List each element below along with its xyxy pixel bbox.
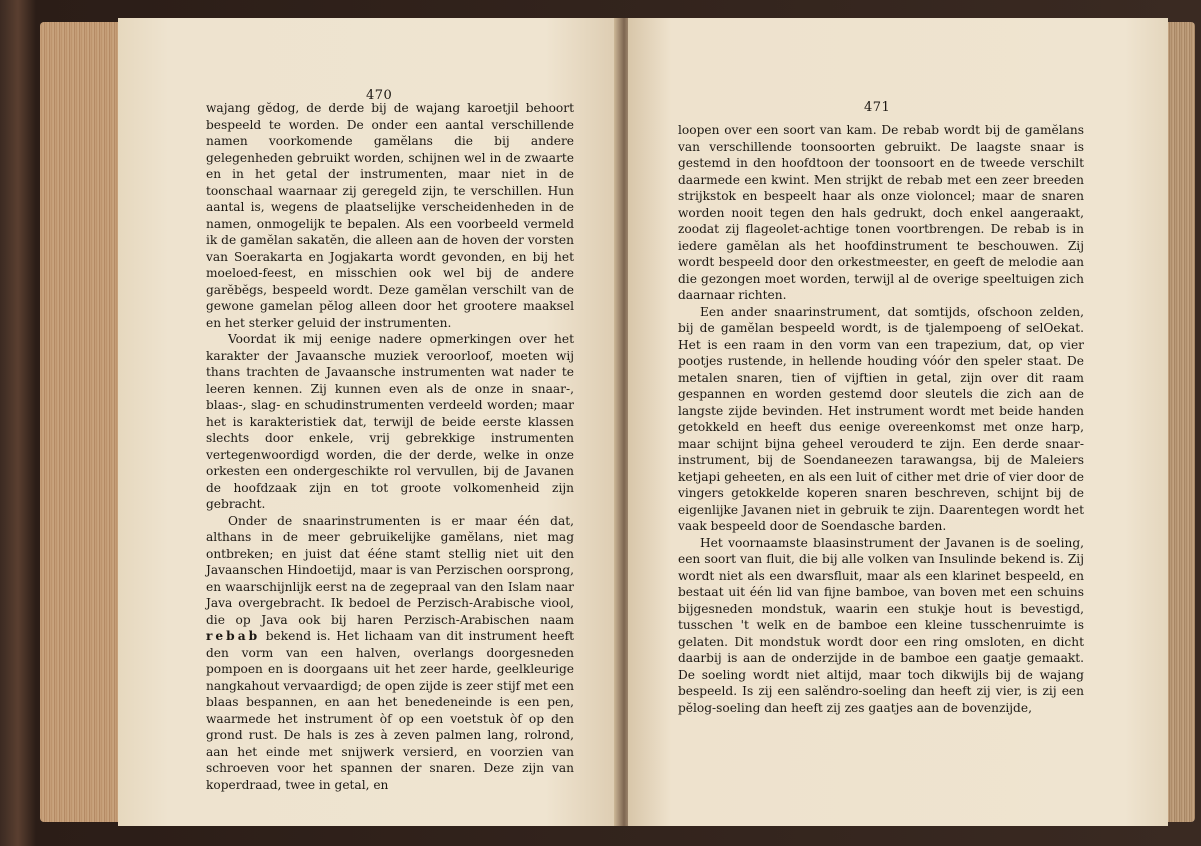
right-page-text	[678, 122, 1084, 716]
left-page-edges	[40, 22, 125, 822]
right-page-number: 471	[864, 100, 891, 115]
right-paragraph-1: loopen over een soort van kam. De rebab wordt bij de gamĕlans van verschillende toonsoorten gebruikt. De laagste snaar is gestemd in den hoofdtoon der toonsoort en de tweede verschilt daarmede een kwint. Men strijkt de rebab met een zeer breeden strijkstok en bespeelt haar als onze violoncel; maar de snaren worden nooit tegen den hals gedrukt, doch enkel aangeraakt, zoodat zij flageolet-achtige tonen voortbrengen. De rebab is in iedere gamĕlan als het hoofdinstrument te beschouwen. Zij wordt bespeeld door den orkestmeester, en geeft de melodie aan die gezongen moet worden, terwijl al de overige speeltuigen zich daarnaar richten.	[678, 123, 1084, 302]
left-paragraph-2: Voordat ik mij eenige nadere opmerkingen over het karakter der Javaansche muziek veroorloof, moeten wij thans trachten de Javaansche instrumenten wat nader te leeren kennen. Zij kunnen even als de onze in snaar-, blaas-, slag- en schudinstrumenten verdeeld worden; maar het is karakteristiek dat, terwijl de beide eerste klassen slechts door enkele, vrij gebrekkige instrumenten vertegenwoordigd worden, die der derde, welke in onze orkesten een ondergeschikte rol vervullen, bij de Javanen de hoofdzaak zijn en tot groote volkomenheid zijn gebracht.	[206, 332, 574, 511]
left-page	[118, 18, 621, 826]
left-page-text	[206, 100, 574, 793]
left-paragraph-3	[206, 513, 574, 794]
right-paragraph-2: Een ander snaarinstrument, dat somtijds, ofschoon zelden, bij de gamĕlan bespeeld wordt, is de tjalempoeng of selOekat. Het is een raam in den vorm van een trapezium, dat, op vier pootjes rustende, in hellende houding vóór den speler staat. De metalen snaren, tien of vijftien in getal, zijn over dit raam gespannen en worden gestemd door sleutels die zich aan de langste zijde bevinden. Het instrument wordt met beide handen getokkeld en heeft dus eenige overeenkomst met onze harp, maar schijnt bijna geheel verouderd te zijn. Een derde snaar-instrument, bij de Soendaneezen tarawangsa, bij de Maleiers ketjapi geheeten, en als een luit of cither met drie of vier door de vingers getokkelde koperen snaren beschreven, schijnt bij de eigenlijke Javanen niet in gebruik te zijn. Daarentegen wordt het vaak bespeeld door de Soendasche barden.	[678, 304, 1084, 533]
left-page-number: 470	[366, 88, 393, 103]
para3-after: bekend is. Het lichaam van dit instrument heeft den vorm van een halven, overlangs doorgesneden pompoen en is doorgaans uit het zeer harde, geelkleurige nangkahout vervaardigd; de open zijde is zeer stijf met een blaas bespannen, en aan het benedeneinde is een pen, waarmede het instrument òf op een voetstuk òf op den grond rust. De hals is zes à zeven palmen lang, rolrond, aan het einde met snijwerk versierd, en voorzien van schroeven voor het spannen der snaren. Deze zijn van koperdraad, twee in getal, en	[206, 629, 574, 792]
right-paragraph-3: Het voornaamste blaasinstrument der Javanen is de soeling, een soort van fluit, die bij alle volken van Insulinde bekend is. Zij wordt niet als een dwarsfluit, maar als een klarinet bespeeld, en bestaat uit één lid van fijne bamboe, van boven met een schuins bijgesneden mondstuk, waarin een stukje hout is bevestigd, tusschen 't welk en de bamboe een kleine tusschenruimte is gelaten. Dit mondstuk wordt door een ring omsloten, en dicht daarbij is aan de onderzijde in de bamboe een gaatje gemaakt. De soeling wordt niet altijd, maar toch dikwijls bij de wajang bespeeld. Is zij een salĕndro-soeling dan heeft zij vier, is zij een pĕlog-soeling dan heeft zij zes gaatjes aan de bovenzijde,	[678, 535, 1084, 715]
left-paragraph-1: wajang gĕdog, de derde bij de wajang karoetjil behoort bespeeld te worden. De onder een aantal verschillende namen voorkomende gamĕlans die bij andere gelegenheden gebruikt worden, schijnen wel in de zwaarte en in het getal der instrumenten, maar niet in de toonschaal waarnaar zij geregeld zijn, te verschillen. Hun aantal is, wegens de plaatselijke verscheidenheden in de namen, onmogelijk te bepalen. Als een voorbeeld vermeld ik de gamĕlan sakatĕn, die alleen aan de hoven der vorsten van Soerakarta en Jogjakarta wordt gevonden, en bij het moeloed-feest, en misschien ook wel bij de andere garĕbĕgs, bespeeld wordt. Deze gamĕlan verschilt van de gewone gamelan pĕlog alleen door het grootere maaksel en het sterker geluid der instrumenten.	[206, 101, 574, 330]
right-page	[628, 18, 1168, 826]
rebab-term: rebab	[206, 629, 261, 643]
para3-before: Onder de snaarinstrumenten is er maar één dat, althans in de meer gebruikelijke gamĕlans, niet mag ontbreken; en juist dat ééne stamt stellig niet uit den Javaanschen Hindoetijd, maar is van Perzischen oorsprong, en waarschijnlijk eerst na de zegepraal van den Islam naar Java overgebracht. Ik bedoel de Perzisch-Arabische viool, die op Java ook bij haren Perzisch-Arabischen naam	[206, 513, 574, 627]
